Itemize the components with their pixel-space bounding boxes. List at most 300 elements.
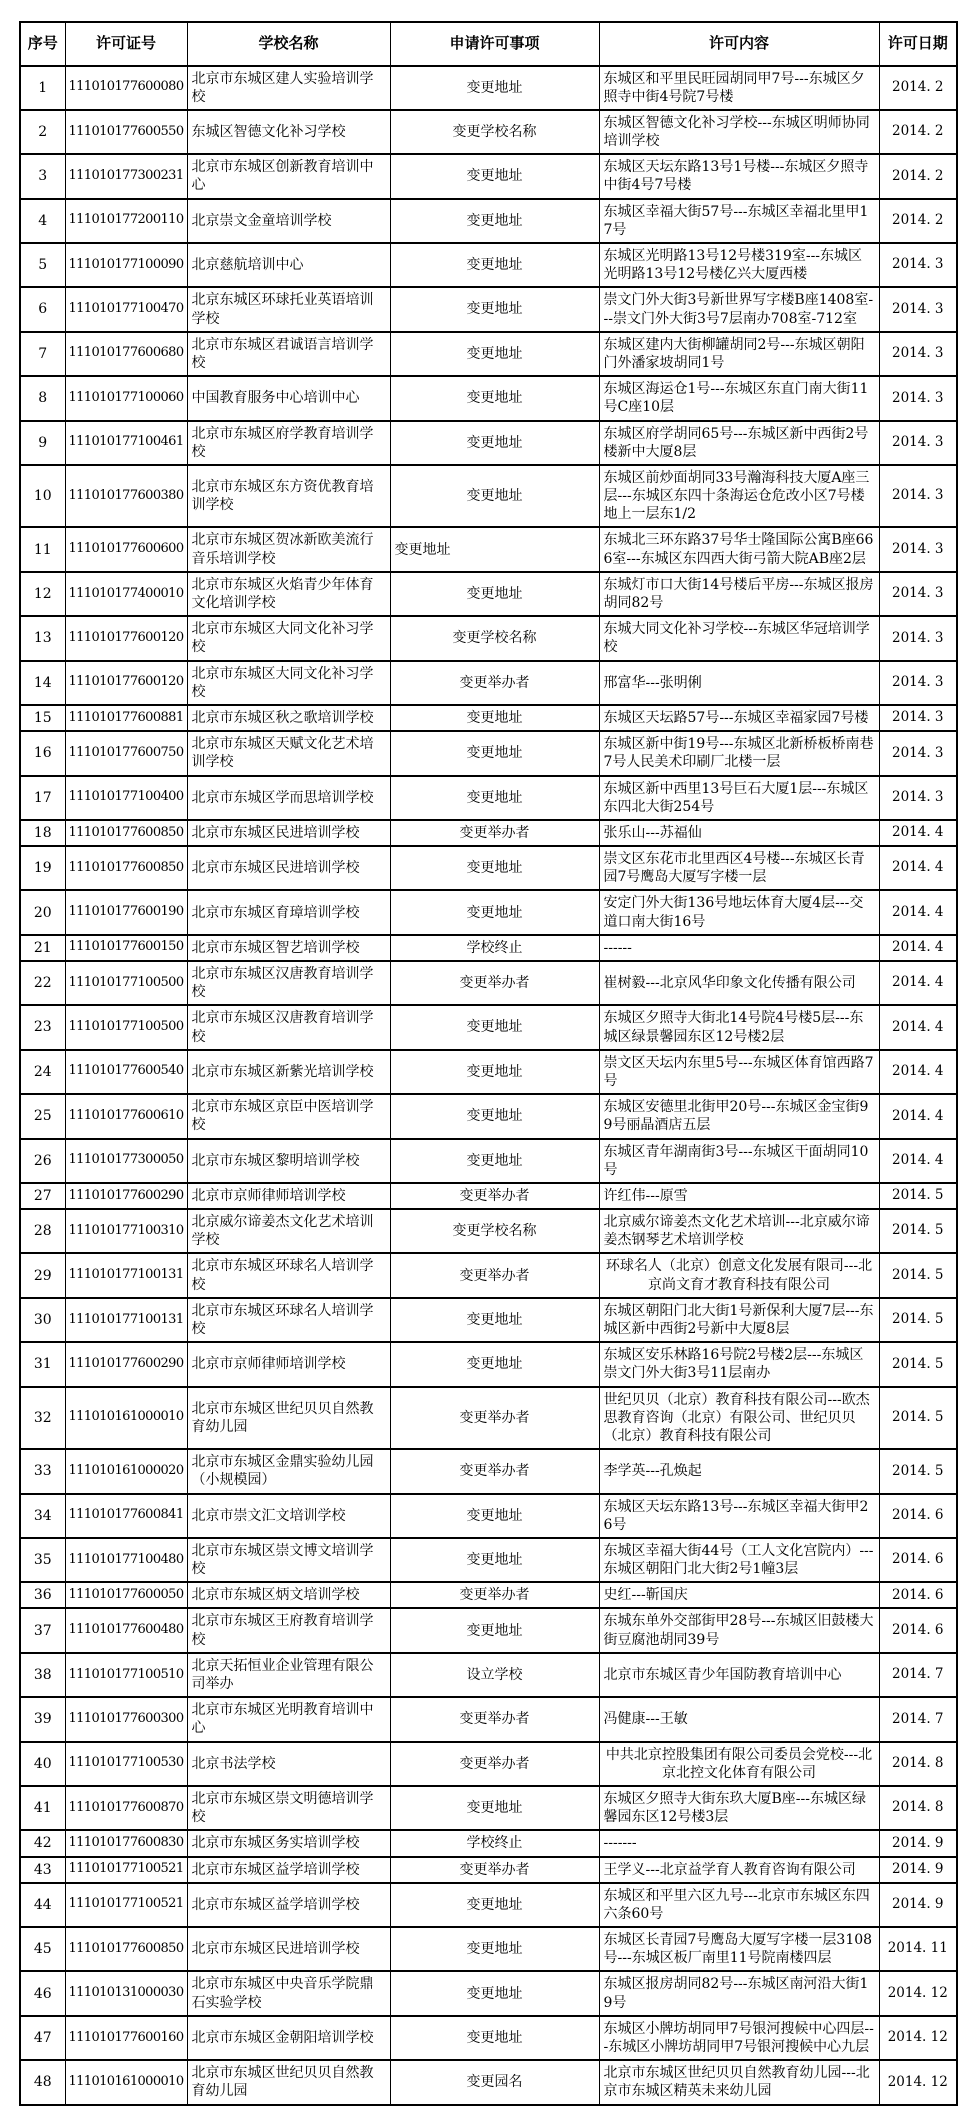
table-row	[20, 376, 957, 420]
cell-permit-matter: 变更举办者	[390, 661, 599, 705]
cell-permit-content: 东城区安乐林路16号院2号楼2层---东城区崇文门外大街3号11层南办	[599, 1342, 879, 1386]
cell-license-number: 111010177100521	[65, 1883, 187, 1927]
table-row	[20, 465, 957, 528]
cell-license-number: 111010131000030	[65, 1971, 187, 2015]
cell-license-number: 111010177600610	[65, 1094, 187, 1138]
cell-license-number: 111010177300231	[65, 154, 187, 198]
cell-permit-matter: 变更地址	[390, 1608, 599, 1652]
cell-serial: 36	[20, 1582, 65, 1608]
cell-permit-date: 2014. 6	[879, 1538, 957, 1582]
cell-permit-date: 2014. 3	[879, 421, 957, 465]
cell-permit-matter: 变更举办者	[390, 1582, 599, 1608]
cell-permit-matter: 变更地址	[390, 890, 599, 934]
cell-permit-matter: 变更地址	[390, 527, 599, 571]
table-row	[20, 776, 957, 820]
cell-school-name: 北京市东城区智艺培训学校	[187, 935, 390, 961]
cell-permit-content: 世纪贝贝（北京）教育科技有限公司---欧杰思教育咨询（北京）有限公司、世纪贝贝（北京）教育科技有限公司	[599, 1387, 879, 1450]
cell-permit-content: 东城灯市口大街14号楼后平房---东城区报房胡同82号	[599, 572, 879, 616]
cell-school-name: 北京市东城区汉唐教育培训学校	[187, 1005, 390, 1049]
table-row	[20, 243, 957, 287]
cell-permit-content: 东城区天坛东路13号1号楼---东城区夕照寺中街4号7号楼	[599, 154, 879, 198]
cell-permit-content: 东城区光明路13号12号楼319室---东城区光明路13号12号楼亿兴大厦西楼	[599, 243, 879, 287]
cell-permit-content: 东城大同文化补习学校---东城区华冠培训学校	[599, 616, 879, 660]
cell-school-name: 北京市东城区世纪贝贝自然教育幼儿园	[187, 1387, 390, 1450]
cell-permit-date: 2014. 11	[879, 1927, 957, 1971]
cell-permit-matter: 变更地址	[390, 1494, 599, 1538]
cell-serial: 21	[20, 935, 65, 961]
cell-permit-content: 东城区幸福大街57号---东城区幸福北里甲17号	[599, 199, 879, 243]
table-row	[20, 199, 957, 243]
cell-permit-content: 王学义---北京益学育人教育咨询有限公司	[599, 1857, 879, 1883]
cell-permit-date: 2014. 3	[879, 731, 957, 775]
cell-license-number: 111010177100521	[65, 1857, 187, 1883]
cell-school-name: 北京威尔谛姜杰文化艺术培训学校	[187, 1209, 390, 1253]
cell-permit-matter: 变更地址	[390, 1538, 599, 1582]
table-row	[20, 1697, 957, 1741]
cell-permit-content: 东城区夕照寺大街北14号院4号楼5层---东城区绿景馨园东区12号楼2层	[599, 1005, 879, 1049]
cell-permit-matter: 变更地址	[390, 287, 599, 331]
cell-permit-date: 2014. 5	[879, 1183, 957, 1209]
cell-permit-matter: 变更地址	[390, 846, 599, 890]
cell-school-name: 北京东城区环球托业英语培训学校	[187, 287, 390, 331]
cell-school-name: 北京市东城区秋之歌培训学校	[187, 705, 390, 731]
cell-serial: 14	[20, 661, 65, 705]
cell-permit-matter: 变更地址	[390, 1927, 599, 1971]
table-row	[20, 820, 957, 846]
cell-serial: 4	[20, 199, 65, 243]
cell-permit-content: 冯健康---王敏	[599, 1697, 879, 1741]
cell-school-name: 北京慈航培训中心	[187, 243, 390, 287]
cell-permit-content: 张乐山---苏福仙	[599, 820, 879, 846]
cell-permit-date: 2014. 3	[879, 616, 957, 660]
cell-permit-matter: 变更地址	[390, 1298, 599, 1342]
cell-serial: 19	[20, 846, 65, 890]
cell-permit-matter: 变更举办者	[390, 1857, 599, 1883]
cell-serial: 39	[20, 1697, 65, 1741]
cell-serial: 11	[20, 527, 65, 571]
cell-permit-date: 2014. 3	[879, 465, 957, 528]
cell-permit-content: 东城东单外交部街甲28号---东城区旧鼓楼大街豆腐池胡同39号	[599, 1608, 879, 1652]
table-row	[20, 1742, 957, 1786]
cell-permit-date: 2014. 2	[879, 110, 957, 154]
table-row	[20, 1183, 957, 1209]
cell-school-name: 北京市东城区环球名人培训学校	[187, 1298, 390, 1342]
cell-permit-date: 2014. 4	[879, 846, 957, 890]
cell-serial: 22	[20, 961, 65, 1005]
cell-permit-matter: 变更举办者	[390, 1697, 599, 1741]
cell-serial: 29	[20, 1253, 65, 1297]
table-row	[20, 705, 957, 731]
cell-permit-matter: 学校终止	[390, 935, 599, 961]
cell-license-number: 111010177600290	[65, 1342, 187, 1386]
table-row	[20, 616, 957, 660]
cell-school-name: 北京市东城区务实培训学校	[187, 1830, 390, 1856]
cell-permit-matter: 设立学校	[390, 1653, 599, 1697]
table-row	[20, 1883, 957, 1927]
table-row	[20, 1342, 957, 1386]
cell-permit-matter: 变更举办者	[390, 1183, 599, 1209]
cell-license-number: 111010177100090	[65, 243, 187, 287]
cell-permit-date: 2014. 3	[879, 661, 957, 705]
table-row	[20, 1927, 957, 1971]
cell-school-name: 北京市东城区火焰青少年体育文化培训学校	[187, 572, 390, 616]
cell-license-number: 111010177600750	[65, 731, 187, 775]
cell-license-number: 111010177100131	[65, 1298, 187, 1342]
cell-school-name: 北京市东城区民进培训学校	[187, 846, 390, 890]
cell-school-name: 北京崇文金童培训学校	[187, 199, 390, 243]
cell-permit-content: 东城区和平里六区九号---北京市东城区东四六条60号	[599, 1883, 879, 1927]
cell-permit-content: 东城区夕照寺大街东玖大厦B座---东城区绿馨园东区12号楼3层	[599, 1786, 879, 1830]
cell-permit-content: 东城区海运仓1号---东城区东直门南大街11号C座10层	[599, 376, 879, 420]
cell-school-name: 北京市东城区益学培训学校	[187, 1857, 390, 1883]
license-table-body	[20, 66, 957, 2105]
table-row	[20, 66, 957, 110]
cell-permit-matter: 变更地址	[390, 154, 599, 198]
cell-serial: 9	[20, 421, 65, 465]
cell-license-number: 111010177100310	[65, 1209, 187, 1253]
cell-permit-date: 2014. 6	[879, 1582, 957, 1608]
cell-license-number: 111010177100510	[65, 1653, 187, 1697]
cell-permit-date: 2014. 5	[879, 1298, 957, 1342]
cell-serial: 6	[20, 287, 65, 331]
cell-school-name: 北京市东城区君诚语言培训学校	[187, 332, 390, 376]
cell-school-name: 北京市京师律师培训学校	[187, 1183, 390, 1209]
cell-serial: 42	[20, 1830, 65, 1856]
cell-school-name: 北京市东城区王府教育培训学校	[187, 1608, 390, 1652]
table-row	[20, 1538, 957, 1582]
cell-permit-date: 2014. 3	[879, 376, 957, 420]
cell-school-name: 北京市东城区学而思培训学校	[187, 776, 390, 820]
table-row	[20, 1005, 957, 1049]
cell-serial: 38	[20, 1653, 65, 1697]
cell-school-name: 北京市东城区新紫光培训学校	[187, 1050, 390, 1094]
cell-serial: 30	[20, 1298, 65, 1342]
license-table-header	[20, 22, 957, 66]
cell-serial: 35	[20, 1538, 65, 1582]
cell-serial: 10	[20, 465, 65, 528]
table-row	[20, 1139, 957, 1183]
cell-permit-content: 北京威尔谛姜杰文化艺术培训---北京威尔谛姜杰钢琴艺术培训学校	[599, 1209, 879, 1253]
cell-permit-date: 2014. 3	[879, 705, 957, 731]
cell-school-name: 北京市东城区创新教育培训中心	[187, 154, 390, 198]
cell-license-number: 111010177400010	[65, 572, 187, 616]
cell-serial: 44	[20, 1883, 65, 1927]
table-row	[20, 661, 957, 705]
cell-school-name: 北京市京师律师培训学校	[187, 1342, 390, 1386]
table-row	[20, 846, 957, 890]
cell-school-name: 北京市东城区金朝阳培训学校	[187, 2016, 390, 2060]
cell-permit-date: 2014. 3	[879, 332, 957, 376]
cell-permit-content: 东城区天坛东路13号---东城区幸福大街甲26号	[599, 1494, 879, 1538]
cell-license-number: 111010177600120	[65, 616, 187, 660]
cell-license-number: 111010177600380	[65, 465, 187, 528]
cell-permit-content: 东城区建内大街柳罐胡同2号---东城区朝阳门外潘家坡胡同1号	[599, 332, 879, 376]
table-row	[20, 2016, 957, 2060]
cell-permit-content: -------	[599, 1830, 879, 1856]
table-row	[20, 1971, 957, 2015]
cell-school-name: 北京天拓恒业企业管理有限公司举办	[187, 1653, 390, 1697]
cell-license-number: 111010177600550	[65, 110, 187, 154]
table-row	[20, 1857, 957, 1883]
cell-permit-matter: 变更地址	[390, 1094, 599, 1138]
column-header-permit-date: 许可日期	[879, 22, 957, 66]
cell-serial: 31	[20, 1342, 65, 1386]
cell-permit-content: 安定门外大街136号地坛体育大厦4层---交道口南大街16号	[599, 890, 879, 934]
cell-school-name: 北京市东城区崇文博文培训学校	[187, 1538, 390, 1582]
cell-license-number: 111010177300050	[65, 1139, 187, 1183]
cell-school-name: 北京市东城区汉唐教育培训学校	[187, 961, 390, 1005]
cell-school-name: 北京市东城区金鼎实验幼儿园（小规模园）	[187, 1449, 390, 1493]
cell-serial: 45	[20, 1927, 65, 1971]
cell-permit-matter: 变更地址	[390, 1786, 599, 1830]
cell-permit-content: 东城区幸福大街44号（工人文化宫院内）---东城区朝阳门北大街2号1幢3层	[599, 1538, 879, 1582]
cell-permit-date: 2014. 7	[879, 1653, 957, 1697]
table-row	[20, 1608, 957, 1652]
cell-serial: 41	[20, 1786, 65, 1830]
cell-permit-matter: 变更地址	[390, 1139, 599, 1183]
cell-permit-date: 2014. 4	[879, 935, 957, 961]
cell-permit-date: 2014. 4	[879, 1005, 957, 1049]
cell-permit-date: 2014. 12	[879, 2060, 957, 2104]
table-row	[20, 154, 957, 198]
cell-permit-matter: 变更地址	[390, 1883, 599, 1927]
cell-permit-matter: 变更举办者	[390, 1449, 599, 1493]
cell-serial: 40	[20, 1742, 65, 1786]
cell-permit-date: 2014. 5	[879, 1449, 957, 1493]
cell-school-name: 北京市东城区民进培训学校	[187, 1927, 390, 1971]
cell-license-number: 111010161000010	[65, 1387, 187, 1450]
license-table	[19, 21, 958, 2106]
cell-permit-date: 2014. 3	[879, 527, 957, 571]
cell-serial: 7	[20, 332, 65, 376]
cell-permit-content: 东城区新中街19号---东城区北新桥板桥南巷7号人民美术印刷厂北楼一层	[599, 731, 879, 775]
cell-serial: 28	[20, 1209, 65, 1253]
cell-permit-matter: 变更举办者	[390, 820, 599, 846]
cell-permit-matter: 变更地址	[390, 465, 599, 528]
cell-permit-date: 2014. 12	[879, 1971, 957, 2015]
cell-permit-date: 2014. 2	[879, 199, 957, 243]
cell-license-number: 111010177600850	[65, 1927, 187, 1971]
cell-school-name: 北京市东城区大同文化补习学校	[187, 616, 390, 660]
cell-license-number: 111010177100500	[65, 1005, 187, 1049]
cell-permit-content: 东城区长青园7号鹰岛大厦写字楼一层3108号---东城区板厂南里11号院南楼四层	[599, 1927, 879, 1971]
cell-serial: 20	[20, 890, 65, 934]
table-row	[20, 1582, 957, 1608]
cell-permit-date: 2014. 5	[879, 1253, 957, 1297]
cell-license-number: 111010177600150	[65, 935, 187, 961]
cell-permit-content: 环球名人（北京）创意文化发展有限司---北京尚文育才教育科技有限公司	[599, 1253, 879, 1297]
cell-serial: 1	[20, 66, 65, 110]
cell-serial: 25	[20, 1094, 65, 1138]
cell-permit-date: 2014. 3	[879, 572, 957, 616]
cell-school-name: 北京市东城区崇文明德培训学校	[187, 1786, 390, 1830]
cell-license-number: 111010177600680	[65, 332, 187, 376]
cell-permit-matter: 变更地址	[390, 199, 599, 243]
cell-serial: 47	[20, 2016, 65, 2060]
cell-license-number: 111010177600050	[65, 1582, 187, 1608]
cell-school-name: 北京市东城区益学培训学校	[187, 1883, 390, 1927]
column-header-permit-content: 许可内容	[599, 22, 879, 66]
cell-permit-content: 东城区报房胡同82号---东城区南河沿大街19号	[599, 1971, 879, 2015]
cell-license-number: 111010177100060	[65, 376, 187, 420]
cell-serial: 16	[20, 731, 65, 775]
cell-serial: 27	[20, 1183, 65, 1209]
cell-permit-content: 东城区前炒面胡同33号瀚海科技大厦A座三层---东城区东四十条海运仓危改小区7号楼地上一层东1/2	[599, 465, 879, 528]
cell-serial: 33	[20, 1449, 65, 1493]
cell-permit-content: 许红伟---原雪	[599, 1183, 879, 1209]
cell-permit-matter: 变更学校名称	[390, 1209, 599, 1253]
cell-serial: 12	[20, 572, 65, 616]
cell-license-number: 111010177600300	[65, 1697, 187, 1741]
table-row	[20, 1449, 957, 1493]
cell-license-number: 111010177600120	[65, 661, 187, 705]
cell-permit-matter: 变更举办者	[390, 1742, 599, 1786]
cell-school-name: 北京市东城区中央音乐学院鼎石实验学校	[187, 1971, 390, 2015]
cell-permit-matter: 变更园名	[390, 2060, 599, 2104]
cell-permit-date: 2014. 12	[879, 2016, 957, 2060]
cell-license-number: 111010177600600	[65, 527, 187, 571]
cell-permit-matter: 变更地址	[390, 421, 599, 465]
cell-license-number: 111010177600290	[65, 1183, 187, 1209]
cell-permit-date: 2014. 5	[879, 1387, 957, 1450]
cell-school-name: 北京市崇文汇文培训学校	[187, 1494, 390, 1538]
cell-serial: 48	[20, 2060, 65, 2104]
cell-license-number: 111010177600830	[65, 1830, 187, 1856]
cell-serial: 13	[20, 616, 65, 660]
cell-permit-date: 2014. 9	[879, 1883, 957, 1927]
cell-license-number: 111010177600080	[65, 66, 187, 110]
cell-school-name: 北京市东城区府学教育培训学校	[187, 421, 390, 465]
cell-permit-content: 邢富华---张明俐	[599, 661, 879, 705]
cell-permit-date: 2014. 3	[879, 243, 957, 287]
cell-serial: 34	[20, 1494, 65, 1538]
column-header-permit-matter: 申请许可事项	[390, 22, 599, 66]
cell-permit-content: 北京市东城区世纪贝贝自然教育幼儿园---北京市东城区精英未来幼儿园	[599, 2060, 879, 2104]
cell-permit-date: 2014. 5	[879, 1342, 957, 1386]
header-row	[20, 22, 957, 66]
cell-permit-content: 史红---靳国庆	[599, 1582, 879, 1608]
cell-serial: 43	[20, 1857, 65, 1883]
cell-permit-date: 2014. 8	[879, 1786, 957, 1830]
cell-permit-matter: 变更地址	[390, 243, 599, 287]
cell-permit-matter: 变更举办者	[390, 1253, 599, 1297]
table-row	[20, 1494, 957, 1538]
cell-license-number: 111010177600870	[65, 1786, 187, 1830]
cell-school-name: 北京市东城区大同文化补习学校	[187, 661, 390, 705]
cell-permit-content: 北京市东城区青少年国防教育培训中心	[599, 1653, 879, 1697]
table-row	[20, 961, 957, 1005]
cell-serial: 46	[20, 1971, 65, 2015]
table-row	[20, 1209, 957, 1253]
cell-license-number: 111010177600841	[65, 1494, 187, 1538]
cell-school-name: 北京市东城区天赋文化艺术培训学校	[187, 731, 390, 775]
cell-permit-content: 东城区小牌坊胡同甲7号银河搜候中心四层---东城区小牌坊胡同甲7号银河搜候中心九层	[599, 2016, 879, 2060]
cell-license-number: 111010161000010	[65, 2060, 187, 2104]
cell-permit-matter: 学校终止	[390, 1830, 599, 1856]
cell-permit-content: 东城区和平里民旺园胡同甲7号---东城区夕照寺中街4号院7号楼	[599, 66, 879, 110]
cell-permit-matter: 变更地址	[390, 2016, 599, 2060]
table-row	[20, 332, 957, 376]
cell-license-number: 111010177600540	[65, 1050, 187, 1094]
cell-school-name: 北京市东城区黎明培训学校	[187, 1139, 390, 1183]
cell-serial: 23	[20, 1005, 65, 1049]
cell-school-name: 北京市东城区民进培训学校	[187, 820, 390, 846]
cell-school-name: 北京市东城区环球名人培训学校	[187, 1253, 390, 1297]
cell-license-number: 111010177100470	[65, 287, 187, 331]
cell-permit-content: 东城区朝阳门北大街1号新保利大厦7层---东城区新中西街2号新中大厦8层	[599, 1298, 879, 1342]
cell-school-name: 北京市东城区建人实验培训学校	[187, 66, 390, 110]
table-row	[20, 1653, 957, 1697]
cell-permit-matter: 变更地址	[390, 66, 599, 110]
cell-permit-date: 2014. 2	[879, 154, 957, 198]
cell-school-name: 北京市东城区炳文培训学校	[187, 1582, 390, 1608]
cell-serial: 3	[20, 154, 65, 198]
cell-permit-matter: 变更地址	[390, 332, 599, 376]
table-row	[20, 1298, 957, 1342]
cell-permit-date: 2014. 4	[879, 961, 957, 1005]
cell-license-number: 111010177200110	[65, 199, 187, 243]
cell-permit-matter: 变更学校名称	[390, 616, 599, 660]
cell-school-name: 北京书法学校	[187, 1742, 390, 1786]
cell-permit-content: ------	[599, 935, 879, 961]
cell-serial: 26	[20, 1139, 65, 1183]
cell-serial: 17	[20, 776, 65, 820]
cell-license-number: 111010177100530	[65, 1742, 187, 1786]
cell-license-number: 111010177100461	[65, 421, 187, 465]
cell-permit-date: 2014. 5	[879, 1209, 957, 1253]
cell-permit-date: 2014. 3	[879, 287, 957, 331]
cell-permit-date: 2014. 4	[879, 890, 957, 934]
cell-permit-content: 崇文门外大街3号新世界写字楼B座1408室---崇文门外大街3号7层南办708室-712室	[599, 287, 879, 331]
table-row	[20, 2060, 957, 2104]
cell-permit-content: 东城区府学胡同65号---东城区新中西街2号楼新中大厦8层	[599, 421, 879, 465]
cell-school-name: 北京市东城区京臣中医培训学校	[187, 1094, 390, 1138]
cell-license-number: 111010177600480	[65, 1608, 187, 1652]
cell-permit-matter: 变更地址	[390, 705, 599, 731]
table-row	[20, 1830, 957, 1856]
table-row	[20, 1094, 957, 1138]
cell-permit-content: 李学英---孔焕起	[599, 1449, 879, 1493]
cell-license-number: 111010177100500	[65, 961, 187, 1005]
cell-license-number: 111010177600190	[65, 890, 187, 934]
table-row	[20, 287, 957, 331]
cell-permit-date: 2014. 7	[879, 1697, 957, 1741]
cell-permit-content: 崇文区东花市北里西区4号楼---东城区长青园7号鹰岛大厦写字楼一层	[599, 846, 879, 890]
table-row	[20, 1253, 957, 1297]
cell-permit-matter: 变更地址	[390, 1005, 599, 1049]
cell-permit-matter: 变更地址	[390, 1971, 599, 2015]
table-row	[20, 1050, 957, 1094]
cell-permit-matter: 变更地址	[390, 1050, 599, 1094]
cell-school-name: 中国教育服务中心培训中心	[187, 376, 390, 420]
cell-license-number: 111010177600160	[65, 2016, 187, 2060]
cell-permit-content: 东城区天坛路57号---东城区幸福家园7号楼	[599, 705, 879, 731]
cell-permit-content: 东城区新中西里13号巨石大厦1层---东城区东四北大街254号	[599, 776, 879, 820]
cell-permit-matter: 变更学校名称	[390, 110, 599, 154]
cell-school-name: 北京市东城区贺冰新欧美流行音乐培训学校	[187, 527, 390, 571]
cell-permit-date: 2014. 4	[879, 820, 957, 846]
cell-permit-content: 东城区安德里北街甲20号---东城区金宝街99号丽晶酒店五层	[599, 1094, 879, 1138]
cell-license-number: 111010177600850	[65, 820, 187, 846]
cell-permit-matter: 变更举办者	[390, 1387, 599, 1450]
cell-permit-date: 2014. 6	[879, 1494, 957, 1538]
cell-permit-content: 崇文区天坛内东里5号---东城区体育馆西路7号	[599, 1050, 879, 1094]
cell-permit-date: 2014. 6	[879, 1608, 957, 1652]
cell-serial: 2	[20, 110, 65, 154]
cell-permit-matter: 变更地址	[390, 572, 599, 616]
column-header-serial: 序号	[20, 22, 65, 66]
cell-serial: 5	[20, 243, 65, 287]
